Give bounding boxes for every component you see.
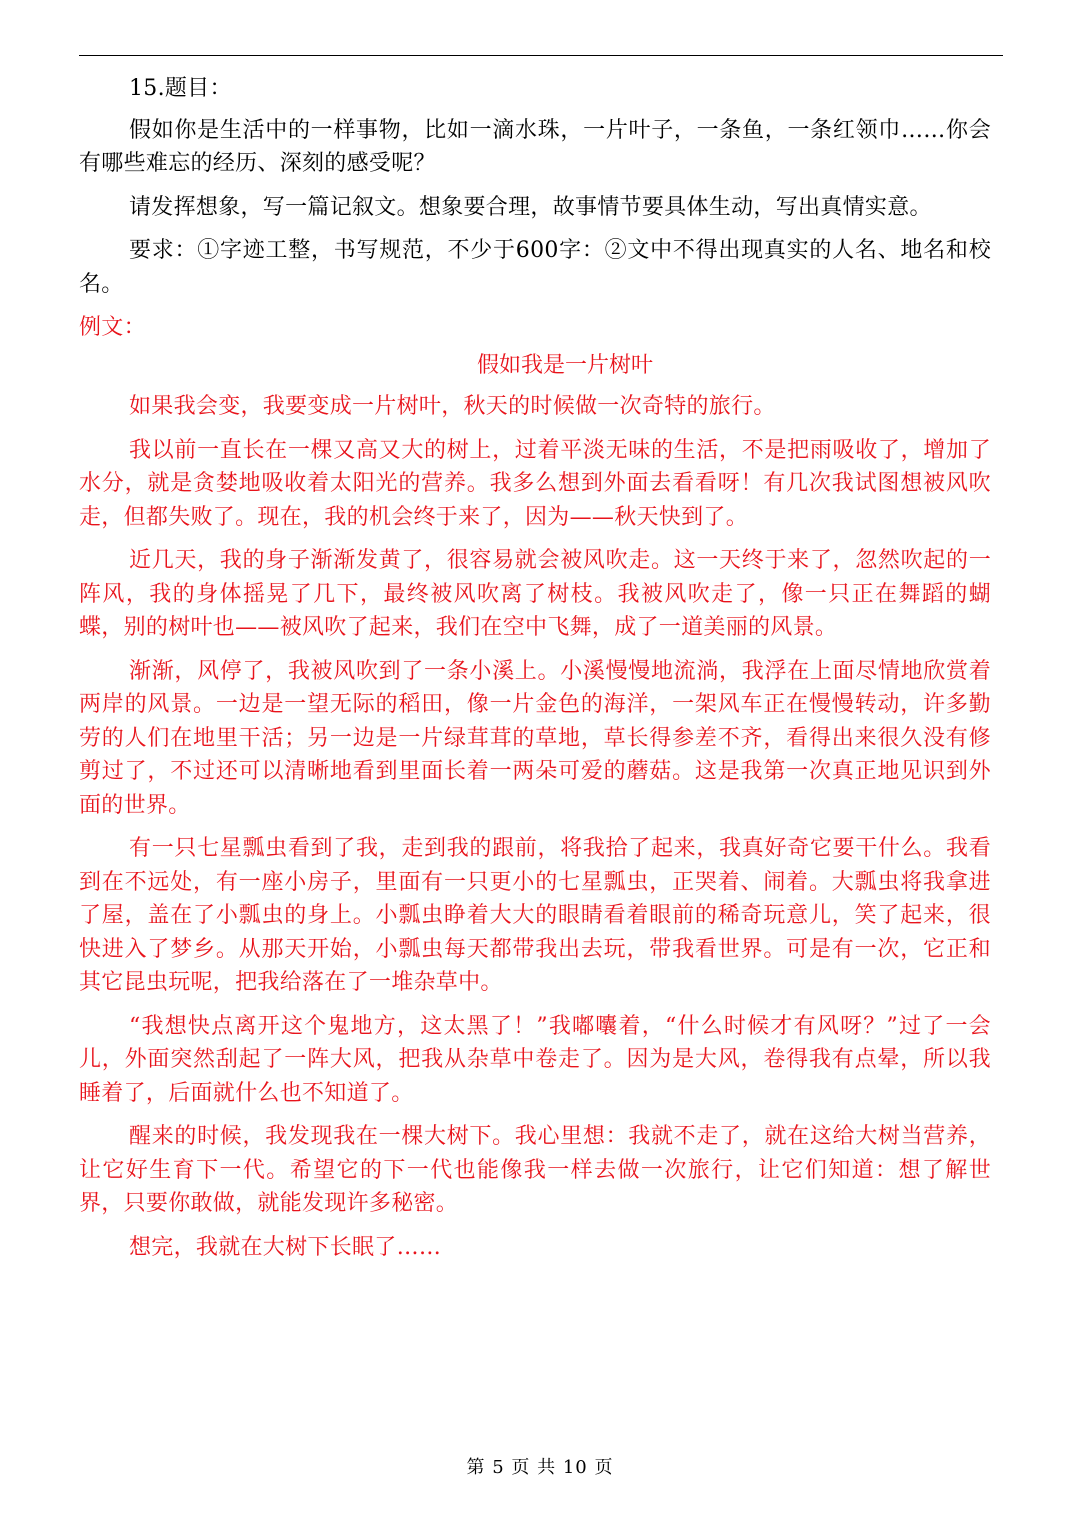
question-paragraph-1: 假如你是生活中的一样事物，比如一滴水珠，一片叶子，一条鱼，一条红领巾……你会有哪些难忘的经历、深刻的感受呢？	[79, 117, 991, 176]
essay-paragraph-8: 想完，我就在大树下长眠了……	[129, 1234, 442, 1260]
essay-paragraph-2: 我以前一直长在一棵又高又大的树上，过着平淡无味的生活，不是把雨吸收了，增加了水分，就是贪婪地吸收着太阳光的营养。我多么想到外面去看看呀！有几次我试图想被风吹走，但都失败了。现在，我的机会终于来了，因为——秋天快到了。	[79, 437, 991, 530]
example-label: 例文：	[79, 315, 146, 340]
question-paragraph-2: 请发挥想象，写一篇记叙文。想象要合理，故事情节要具体生动，写出真情实意。	[129, 194, 932, 220]
essay-paragraph-1: 如果我会变，我要变成一片树叶，秋天的时候做一次奇特的旅行。	[129, 394, 776, 419]
essay-paragraph-4: 渐渐，风停了，我被风吹到了一条小溪上。小溪慢慢地流淌，我浮在上面尽情地欣赏着两岸的风景。一边是一望无际的稻田，像一片金色的海洋，一架风车正在慢慢转动，许多勤劳的人们在地里干活；另一边是一片绿茸茸的草地，草长得参差不齐，看得出来很久没有修剪过了，不过还可以清晰地看到里面长着一两朵可爱的蘑菇。这是我第一次真正地见识到外面的世界。	[79, 658, 991, 818]
question-paragraph-3: 要求：①字迹工整，书写规范，不少于600字：②文中不得出现真实的人名、地名和校名。	[79, 238, 991, 297]
essay-paragraph-7: 醒来的时候，我发现我在一棵大树下。我心里想：我就不走了，就在这给大树当营养，让它好生育下一代。希望它的下一代也能像我一样去做一次旅行，让它们知道：想了解世界，只要你敢做，就能发现许多秘密。	[79, 1124, 991, 1216]
essay-paragraph-5: 有一只七星瓢虫看到了我，走到我的跟前，将我拾了起来，我真好奇它要干什么。我看到在不远处，有一座小房子，里面有一只更小的七星瓢虫，正哭着、闹着。大瓢虫将我拿进了屋，盖在了小瓢虫的身上。小瓢虫睁着大大的眼睛看着眼前的稀奇玩意儿，笑了起来，很快进入了梦乡。从那天开始，小瓢虫每天都带我出去玩，带我看世界。可是有一次，它正和其它昆虫玩呢，把我给落在了一堆杂草中。	[79, 836, 991, 995]
essay-title: 假如我是一片树叶	[476, 352, 653, 378]
essay-paragraph-3: 近几天，我的身子渐渐发黄了，很容易就会被风吹走。这一天终于来了，忽然吹起的一阵风，我的身体摇晃了几下，最终被风吹离了树枝。我被风吹走了，像一只正在舞蹈的蝴蝶，别的树叶也——被风吹了起来，我们在空中飞舞，成了一道美丽的风景。	[79, 548, 991, 640]
question-label: 15.题目：	[129, 76, 232, 101]
document-body	[79, 72, 991, 1274]
header-rule	[79, 55, 1003, 56]
page-number: 第 5 页 共 10 页	[466, 1457, 614, 1478]
essay-paragraph-6: “我想快点离开这个鬼地方，这太黑了！”我嘟囔着，“什么时候才有风呀？”过了一会儿，外面突然刮起了一阵大风，把我从杂草中卷走了。因为是大风，卷得我有点晕，所以我睡着了，后面就什么也不知道了。	[79, 1013, 991, 1106]
